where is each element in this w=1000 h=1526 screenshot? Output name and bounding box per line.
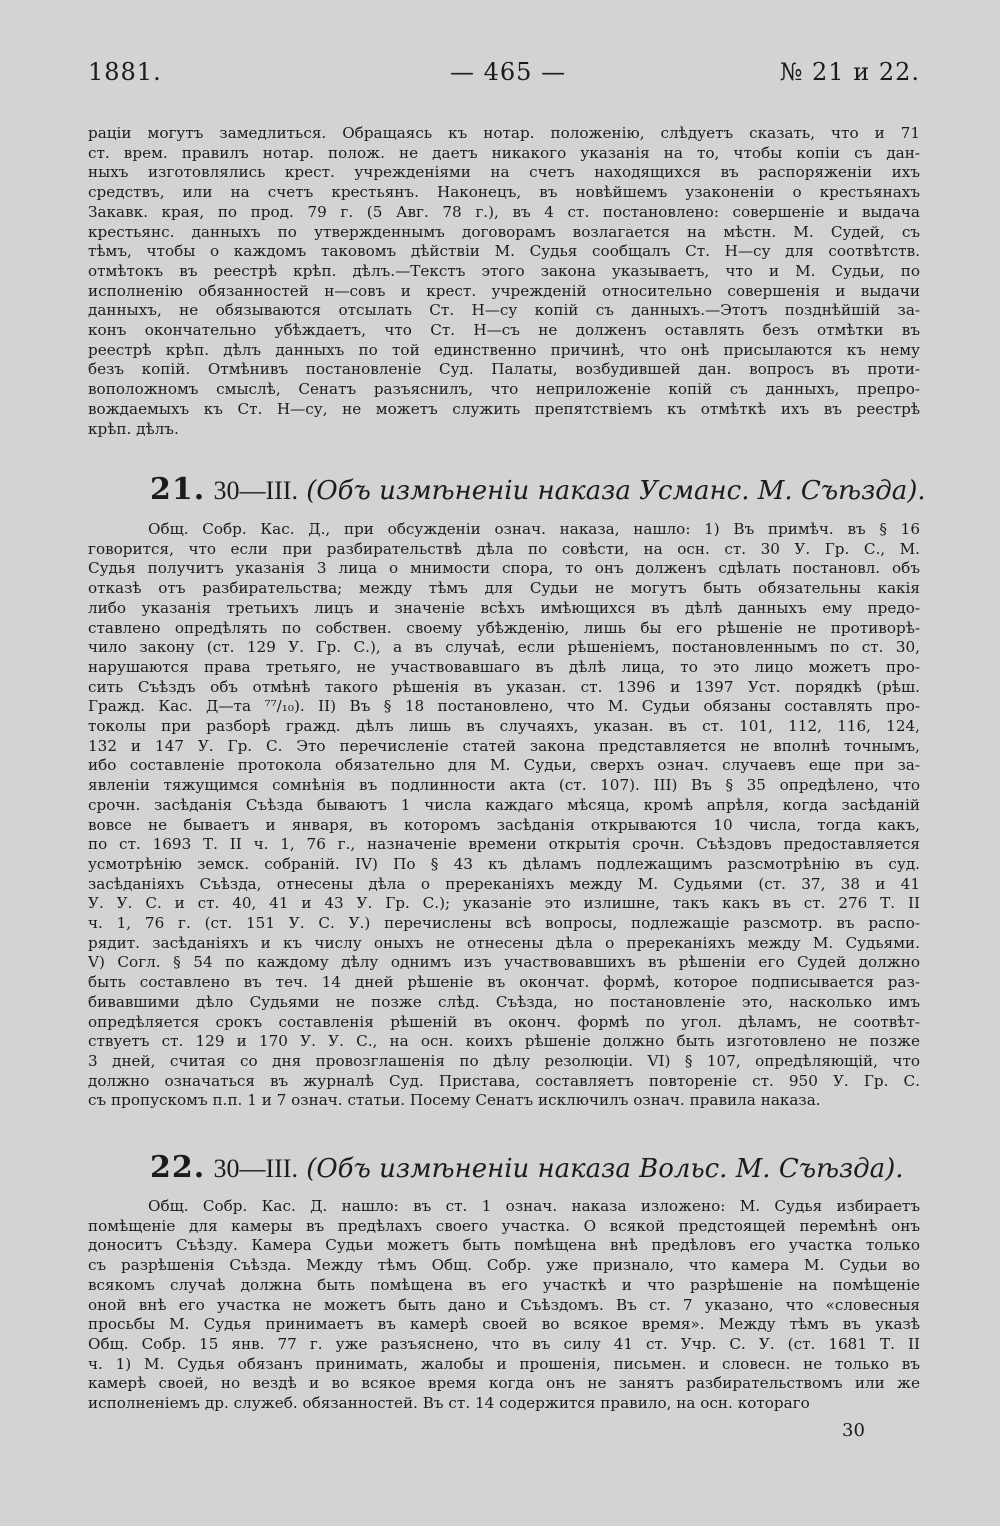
text-line: токолы при разборѣ гражд. дѣлъ лишь въ случаяхъ, указан. въ ст. 101, 112, 116, 124, — [88, 717, 920, 736]
text-line: отказѣ отъ разбирательства; между тѣмъ для Судьи не могутъ быть обязательны какія — [88, 579, 920, 598]
text-line: Общ. Собр. 15 янв. 77 г. уже разъяснено, что въ силу 41 ст. Учр. С. У. (ст. 1681 Т. II — [88, 1334, 920, 1353]
signature-mark: 30 — [842, 1420, 865, 1441]
text-line: Судья получитъ указанія 3 лица о мнимости спора, то онъ долженъ сдѣлать постановл. объ — [88, 559, 920, 578]
text-line: исполненіемъ др. служеб. обязанностей. Въ ст. 14 содержится правило, на осн. котораго — [88, 1394, 810, 1413]
section-21-heading — [150, 472, 926, 507]
text-line: исполненію обязанностей н—совъ и крест. учрежденій относительно совершенія и выдачи — [88, 281, 920, 300]
text-line: Общ. Собр. Кас. Д., при обсужденіи означ. наказа, нашло: 1) Въ примѣч. въ § 16 — [148, 520, 920, 538]
text-line: ибо составленіе протокола обязательно для М. Судьи, сверхъ означ. случаевъ еще при за- — [88, 756, 920, 775]
text-line: съ разрѣшенія Съѣзда. Между тѣмъ Общ. Собр. уже признало, что камера М. Судьи во — [88, 1256, 920, 1275]
text-line: 132 и 147 У. Гр. С. Это перечисленіе статей закона представляется не вполнѣ точнымъ, — [88, 736, 920, 755]
text-line: по ст. 1693 Т. II ч. 1, 76 г., назначеніе времени открытія срочн. Съѣздовъ предоставляется — [88, 835, 920, 854]
section-21-number: 21. — [150, 472, 206, 507]
text-line: бивавшими дѣло Судьями не позже слѣд. Съѣзда, но постановленіе это, насколько имъ — [88, 992, 920, 1011]
text-line: ставлено опредѣлять по собствен. своему убѣжденію, лишь бы его рѣшеніе не противорѣ- — [88, 618, 920, 637]
text-line: сить Съѣздъ объ отмѣнѣ такого рѣшенія въ указан. ст. 1396 и 1397 Уст. порядкѣ (рѣш. — [88, 677, 920, 696]
issue-number: № 21 и 22. — [779, 58, 920, 86]
text-line: Общ. Собр. Кас. Д. нашло: въ ст. 1 означ. наказа изложено: М. Судья избираетъ — [148, 1197, 920, 1215]
text-line: вождаемыхъ къ Ст. Н—су, не можетъ служить препятствіемъ къ отмѣткѣ ихъ въ реестрѣ — [88, 399, 920, 418]
text-line: явленіи тяжущимся сомнѣнія въ подлинности акта (ст. 107). III) Въ § 35 опредѣлено, что — [88, 776, 920, 795]
section-22-heading — [150, 1150, 910, 1185]
text-line: отмѣтокъ въ реестрѣ крѣп. дѣлъ.—Текстъ этого закона указываетъ, что и М. Судьи, по — [88, 261, 920, 280]
text-line: либо указанія третьихъ лицъ и значеніе всѣхъ имѣющихся въ дѣлѣ данныхъ ему предо- — [88, 598, 920, 617]
section-22-date: 30—III. — [213, 1154, 298, 1183]
text-line: реестрѣ крѣп. дѣлъ данныхъ по той единственно причинѣ, что онѣ присылаются къ нему — [88, 340, 920, 359]
text-line: быть составлено въ теч. 14 дней рѣшеніе въ окончат. формѣ, которое подписывается раз- — [88, 973, 920, 992]
text-line: Гражд. Кас. Д—та ⁷⁷/₁₀). II) Въ § 18 постановлено, что М. Судьи обязаны составлять про- — [88, 697, 920, 716]
section-22-body — [88, 1197, 920, 1414]
text-line: раціи могутъ замедлиться. Обращаясь къ нотар. положенію, слѣдуетъ сказать, что и 71 — [88, 124, 920, 142]
text-line: срочн. засѣданія Съѣзда бываютъ 1 числа каждаго мѣсяца, кромѣ апрѣля, когда засѣданій — [88, 795, 920, 814]
text-line: ч. 1, 76 г. (ст. 151 У. С. У.) перечислены всѣ вопросы, подлежащіе разсмотр. въ распо- — [88, 914, 920, 933]
section-21-date: 30—III. — [213, 476, 298, 505]
text-line: чило закону (ст. 129 У. Гр. С.), а въ случаѣ, если рѣшеніемъ, постановленнымъ по ст. 30, — [88, 638, 920, 657]
text-line: конъ окончательно убѣждаетъ, что Ст. Н—съ не долженъ оставлять безъ отмѣтки въ — [88, 321, 920, 340]
text-line: засѣданіяхъ Съѣзда, отнесены дѣла о пререканіяхъ между М. Судьями (ст. 37, 38 и 41 — [88, 874, 920, 893]
text-line: тѣмъ, чтобы о каждомъ таковомъ дѣйствіи М. Судья сообщалъ Ст. Н—су для соотвѣтств. — [88, 242, 920, 261]
text-line: крѣп. дѣлъ. — [88, 419, 179, 438]
text-line: должно означаться въ журналѣ Суд. Пристава, составляетъ повтореніе ст. 950 У. Гр. С. — [88, 1071, 920, 1090]
text-line: нарушаются права третьяго, не участвовавшаго въ дѣлѣ лица, то это лицо можетъ про- — [88, 657, 920, 676]
page-number: — 465 — — [450, 58, 567, 86]
text-line: опредѣляется срокъ составленія рѣшеній въ оконч. формѣ по угол. дѣламъ, не соотвѣт- — [88, 1012, 920, 1031]
text-line: У. У. С. и ст. 40, 41 и 43 У. Гр. С.); указаніе это излишне, такъ какъ въ ст. 276 Т. II — [88, 894, 920, 913]
text-line: ст. врем. правилъ нотар. полож. не даетъ никакого указанія на то, чтобы копіи съ дан- — [88, 143, 920, 162]
text-line: камерѣ своей, но вездѣ и во всякое время когда онъ не занятъ разбирательствомъ или же — [88, 1374, 920, 1393]
text-line: вовсе не бываетъ и января, въ которомъ засѣданія открываются 10 числа, тогда какъ, — [88, 815, 920, 834]
text-line: ствуетъ ст. 129 и 170 У. У. С., на осн. коихъ рѣшеніе должно быть изготовлено не позже — [88, 1032, 920, 1051]
section-22-number: 22. — [150, 1150, 206, 1185]
text-line: 3 дней, считая со дня провозглашенія по дѣлу резолюціи. VI) § 107, опредѣляющій, что — [88, 1051, 920, 1070]
text-line: безъ копій. Отмѣнивъ постановленіе Суд. Палаты, возбудившей дан. вопросъ въ проти- — [88, 360, 920, 379]
text-line: помѣщеніе для камеры въ предѣлахъ своего участка. О всякой предстоящей перемѣнѣ онъ — [88, 1216, 920, 1235]
text-line: ныхъ изготовлялись крест. учрежденіями на счетъ находящихся въ распоряженіи ихъ — [88, 163, 920, 182]
text-line: крестьянс. данныхъ по утвержденнымъ договорамъ возлагается на мѣстн. М. Судей, съ — [88, 222, 920, 241]
text-line: усмотрѣнію земск. собраній. IV) По § 43 къ дѣламъ подлежащимъ разсмотрѣнію въ суд. — [88, 854, 920, 873]
text-line: воположномъ смыслѣ, Сенатъ разъяснилъ, что неприложеніе копій съ данныхъ, препро- — [88, 380, 920, 399]
text-line: всякомъ случаѣ должна быть помѣщена въ его участкѣ и что разрѣшеніе на помѣщеніе — [88, 1275, 920, 1294]
text-line: оной внѣ его участка не можетъ быть дано и Съѣздомъ. Въ ст. 7 указано, что «словесныя — [88, 1295, 920, 1314]
text-line: доноситъ Съѣзду. Камера Судьи можетъ быть помѣщена внѣ предѣловъ его участка только — [88, 1236, 920, 1255]
section-22-title: (Объ измѣненіи наказа Вольс. М. Съѣзда). — [306, 1154, 904, 1184]
text-line: средствъ, или на счетъ крестьянъ. Наконецъ, въ новѣйшемъ узаконеніи о крестьянахъ — [88, 183, 920, 202]
section-21-title: (Объ измѣненіи наказа Усманс. М. Съѣзда). — [306, 476, 926, 506]
header-year: 1881. — [88, 58, 162, 86]
text-line: данныхъ, не обязываются отсылать Ст. Н—су копій съ данныхъ.—Этотъ позднѣйшій за- — [88, 301, 920, 320]
text-line: Закавк. края, по прод. 79 г. (5 Авг. 78 г.), въ 4 ст. постановлено: совершеніе и выдача — [88, 202, 920, 221]
text-line: говорится, что если при разбирательствѣ дѣла по совѣсти, на осн. ст. 30 У. Гр. С., М. — [88, 539, 920, 558]
text-line: съ пропускомъ п.п. 1 и 7 означ. статьи. Посему Сенатъ исключилъ означ. правила наказа. — [88, 1091, 821, 1110]
section-21-body — [88, 520, 920, 1111]
text-line: V) Согл. § 54 по каждому дѣлу однимъ изъ участвовавшихъ въ рѣшеніи его Судей должно — [88, 953, 920, 972]
text-line: ч. 1) М. Судья обязанъ принимать, жалобы и прошенія, письмен. и словесн. не только въ — [88, 1354, 920, 1373]
intro-paragraph — [88, 124, 920, 439]
running-header — [88, 58, 920, 98]
text-line: просьбы М. Судья принимаетъ въ камерѣ своей во всякое время». Между тѣмъ въ указѣ — [88, 1315, 920, 1334]
text-line: рядит. засѣданіяхъ и къ числу оныхъ не отнесены дѣла о пререканіяхъ между М. Судьями. — [88, 933, 920, 952]
